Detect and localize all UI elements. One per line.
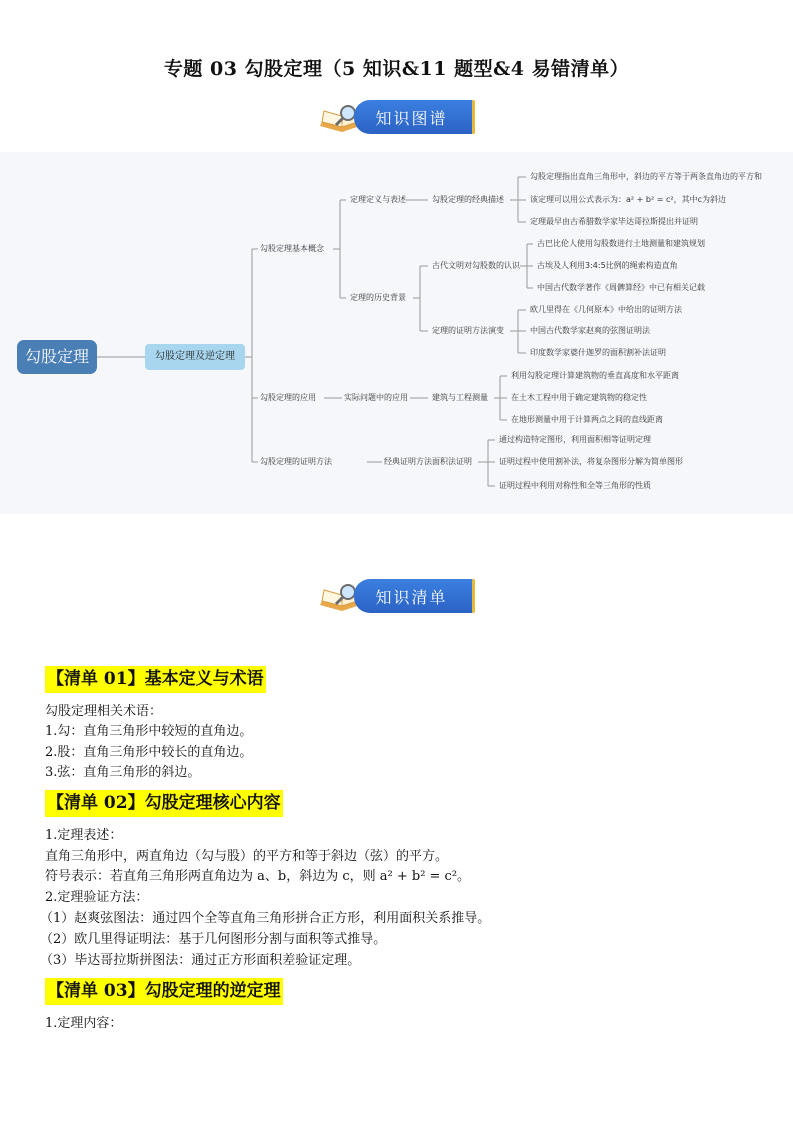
text-line: 直角三角形中，两直角边（勾与股）的平方和等于斜边（弦）的平方。 [45, 849, 449, 864]
node-proof-evolution: 定理的证明方法演变 [432, 326, 504, 335]
text-line: 1.定理内容： [45, 1016, 123, 1031]
text-line: （2）欧几里得证明法：基于几何图形分割与面积等式推导。 [40, 932, 387, 947]
leaf: 利用勾股定理计算建筑物的垂直高度和水平距离 [511, 371, 679, 380]
node-history: 定理的历史背景 [350, 293, 406, 302]
banner-knowledge-map [318, 96, 474, 142]
leaf: 证明过程中利用对称性和全等三角形的性质 [499, 481, 651, 490]
node-engineering: 建筑与工程测量 [432, 393, 488, 402]
mind-map [0, 152, 793, 514]
text-line: 勾股定理相关术语： [45, 704, 163, 719]
leaf: 在地形测量中用于计算两点之间的直线距离 [511, 415, 663, 424]
node-practical: 实际问题中的应用 [344, 393, 408, 402]
leaf: 证明过程中使用割补法，将复杂图形分解为简单图形 [499, 457, 683, 466]
node-basic-concepts: 勾股定理基本概念 [260, 244, 324, 253]
banner-label: 知识清单 [375, 588, 448, 607]
section-heading: 【清单 02】勾股定理核心内容 [45, 790, 283, 817]
leaf: 中国古代数学家赵爽的弦图证明法 [530, 326, 650, 335]
node-applications: 勾股定理的应用 [260, 393, 316, 402]
text-line: 3.弦：直角三角形的斜边。 [45, 765, 201, 780]
leaf: 欧几里得在《几何原本》中给出的证明方法 [530, 305, 682, 314]
node-area-proof: 面积法证明 [432, 457, 472, 466]
leaf: 该定理可以用公式表示为：a² + b² = c²，其中c为斜边 [530, 195, 726, 204]
leaf: 中国古代数学著作《周髀算经》中已有相关记载 [537, 283, 705, 292]
leaf: 古巴比伦人使用勾股数进行土地测量和建筑规划 [537, 239, 705, 248]
text-line: 1.定理表述： [45, 828, 123, 843]
leaf: 定理最早由古希腊数学家毕达哥拉斯提出并证明 [530, 217, 698, 226]
leaf: 勾股定理指出直角三角形中，斜边的平方等于两条直角边的平方和 [530, 172, 762, 181]
banner-knowledge-list [318, 575, 474, 621]
text-line: 2.定理验证方法： [45, 890, 149, 905]
node-ancient-civilizations: 古代文明对勾股数的认识 [432, 261, 520, 270]
mind-map-main-node: 勾股定理及逆定理 [145, 344, 245, 370]
node-classic-description: 勾股定理的经典描述 [432, 195, 504, 204]
section-heading: 【清单 03】勾股定理的逆定理 [45, 978, 283, 1005]
text-line: 2.股：直角三角形中较长的直角边。 [45, 745, 253, 760]
text-line: （1）赵爽弦图法：通过四个全等直角三角形拼合正方形，利用面积关系推导。 [40, 911, 491, 926]
text-line: 符号表示：若直角三角形两直角边为 a、b，斜边为 c，则 a² + b² = c²。 [45, 869, 471, 884]
text-line: 1.勾：直角三角形中较短的直角边。 [45, 724, 253, 739]
node-classic-proofs: 经典证明方法 [384, 457, 432, 466]
section-heading: 【清单 01】基本定义与术语 [45, 666, 266, 693]
leaf: 印度数学家婆什迦罗的面积割补法证明 [530, 348, 666, 357]
banner-label: 知识图谱 [375, 109, 448, 128]
page-title: 专题 03 勾股定理（5 知识&11 题型&4 易错清单） [163, 58, 630, 80]
leaf: 古埃及人利用3:4:5比例的绳索构造直角 [537, 261, 678, 270]
text-line: （3）毕达哥拉斯拼图法：通过正方形面积差验证定理。 [40, 953, 361, 968]
node-proof-methods: 勾股定理的证明方法 [260, 457, 332, 466]
mind-map-root: 勾股定理 [17, 340, 97, 374]
node-definition: 定理定义与表述 [350, 195, 406, 204]
leaf: 在土木工程中用于确定建筑物的稳定性 [511, 393, 647, 402]
leaf: 通过构造特定图形，利用面积相等证明定理 [499, 435, 651, 444]
